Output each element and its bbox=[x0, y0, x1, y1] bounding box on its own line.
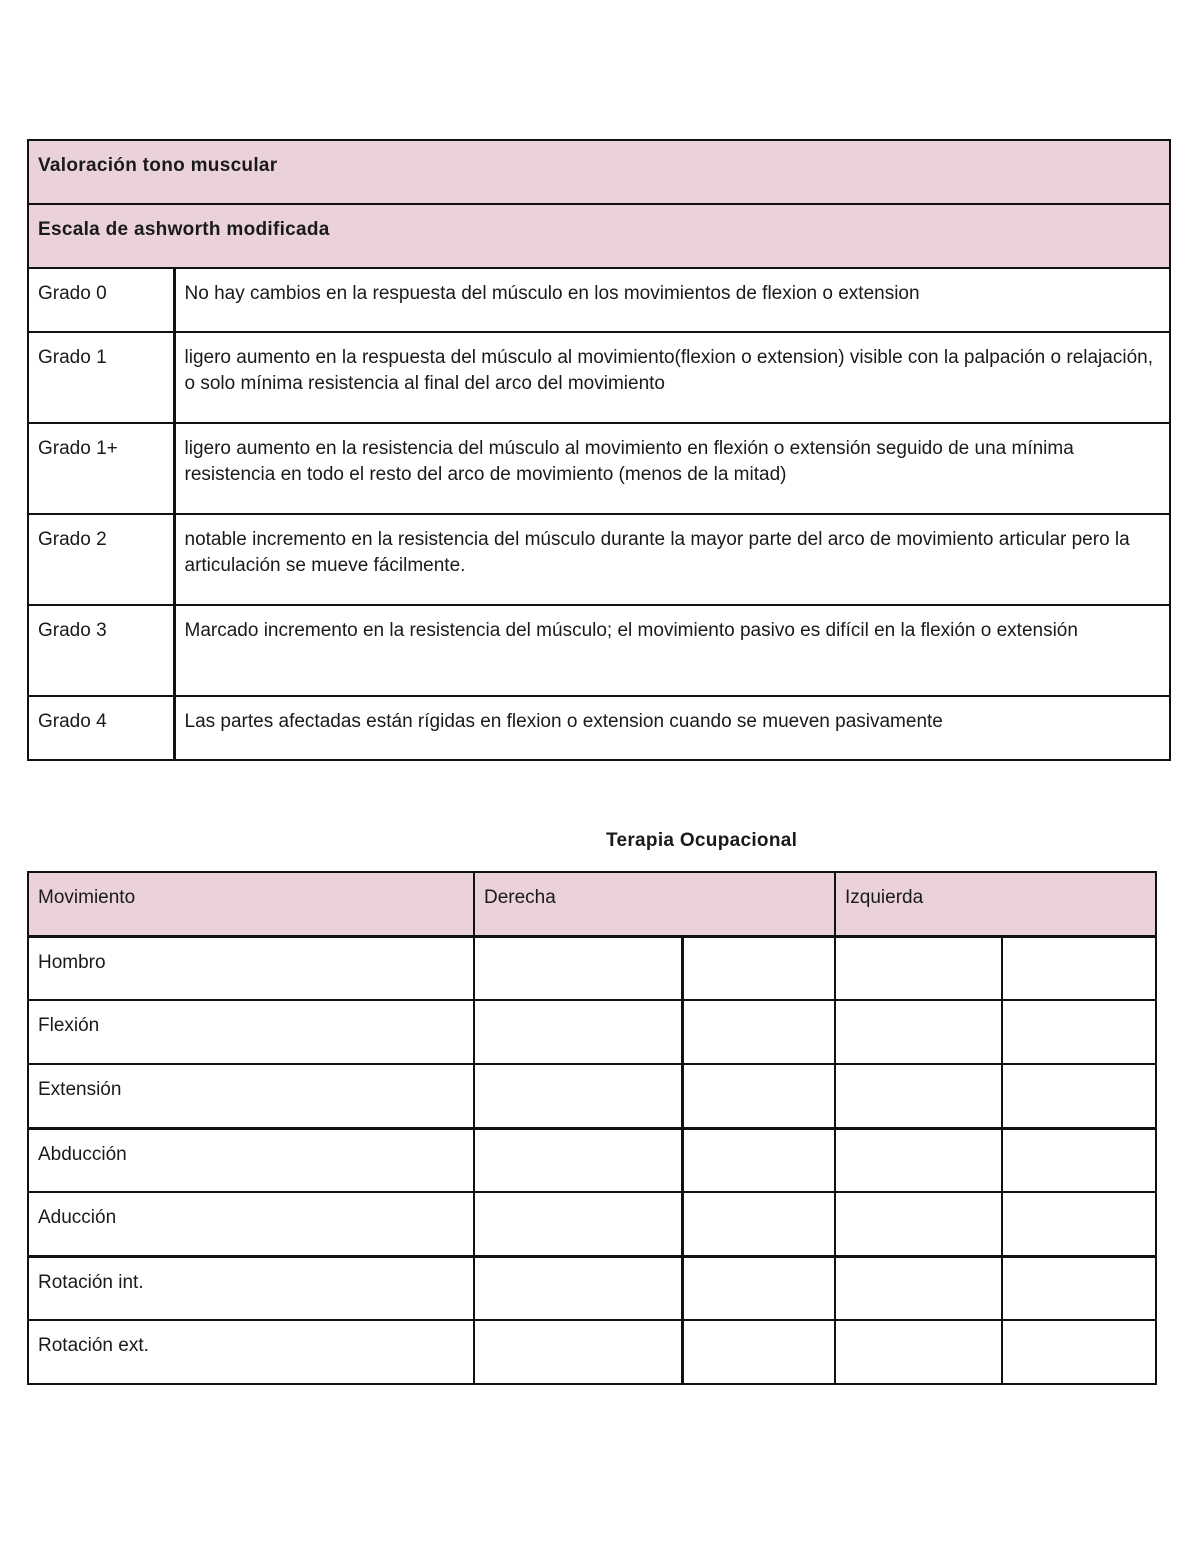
right-cell-1[interactable] bbox=[474, 1064, 682, 1128]
movement-label: Aducción bbox=[28, 1192, 474, 1256]
grade-description: ligero aumento en la resistencia del músculo al movimiento en flexión o extensión seguido de una mínima resistencia en todo el resto del arco de movimiento (menos de la mitad) bbox=[174, 423, 1170, 514]
left-cell-2[interactable] bbox=[1002, 1064, 1156, 1128]
right-cell-1[interactable] bbox=[474, 1192, 682, 1256]
right-cell-1[interactable] bbox=[474, 936, 682, 1000]
left-cell-1[interactable] bbox=[835, 1192, 1002, 1256]
right-cell-2[interactable] bbox=[682, 936, 835, 1000]
section-title: Terapia Ocupacional bbox=[606, 830, 798, 851]
right-cell-1[interactable] bbox=[474, 1128, 682, 1192]
grade-description: No hay cambios en la respuesta del músculo en los movimientos de flexion o extension bbox=[174, 268, 1170, 332]
table-row bbox=[28, 936, 1156, 1000]
left-cell-1[interactable] bbox=[835, 1064, 1002, 1128]
grade-label: Grado 1 bbox=[28, 332, 174, 423]
table-row bbox=[28, 423, 1170, 514]
table-row bbox=[28, 605, 1170, 696]
header-right: Derecha bbox=[474, 872, 835, 936]
movement-label: Flexión bbox=[28, 1000, 474, 1064]
left-cell-1[interactable] bbox=[835, 1000, 1002, 1064]
grade-label: Grado 3 bbox=[28, 605, 174, 696]
header-left: Izquierda bbox=[835, 872, 1156, 936]
table-row bbox=[28, 1320, 1156, 1384]
grade-label: Grado 1+ bbox=[28, 423, 174, 514]
grade-label: Grado 4 bbox=[28, 696, 174, 760]
left-cell-1[interactable] bbox=[835, 1128, 1002, 1192]
movement-label: Extensión bbox=[28, 1064, 474, 1128]
left-cell-2[interactable] bbox=[1002, 1000, 1156, 1064]
right-cell-2[interactable] bbox=[682, 1000, 835, 1064]
movement-label: Rotación ext. bbox=[28, 1320, 474, 1384]
table-row bbox=[28, 514, 1170, 605]
movement-label: Abducción bbox=[28, 1128, 474, 1192]
table-row bbox=[28, 1128, 1156, 1192]
movement-label: Hombro bbox=[28, 936, 474, 1000]
left-cell-2[interactable] bbox=[1002, 1256, 1156, 1320]
ashworth-scale-table bbox=[27, 139, 1171, 761]
occupational-therapy-table bbox=[27, 871, 1157, 1385]
table-row bbox=[28, 332, 1170, 423]
left-cell-2[interactable] bbox=[1002, 1320, 1156, 1384]
table-row bbox=[28, 696, 1170, 760]
left-cell-2[interactable] bbox=[1002, 936, 1156, 1000]
right-cell-1[interactable] bbox=[474, 1000, 682, 1064]
table-subtitle: Escala de ashworth modificada bbox=[28, 204, 1170, 268]
table-row bbox=[28, 1000, 1156, 1064]
table-row bbox=[28, 1064, 1156, 1128]
table-row bbox=[28, 268, 1170, 332]
grade-label: Grado 0 bbox=[28, 268, 174, 332]
right-cell-1[interactable] bbox=[474, 1320, 682, 1384]
grade-description: notable incremento en la resistencia del músculo durante la mayor parte del arco de movimiento articular pero la articulación se mueve fácilmente. bbox=[174, 514, 1170, 605]
right-cell-2[interactable] bbox=[682, 1064, 835, 1128]
right-cell-2[interactable] bbox=[682, 1320, 835, 1384]
left-cell-2[interactable] bbox=[1002, 1192, 1156, 1256]
movement-label: Rotación int. bbox=[28, 1256, 474, 1320]
grade-description: ligero aumento en la respuesta del músculo al movimiento(flexion o extension) visible con la palpación o relajación, o solo mínima resistencia al final del arco del movimiento bbox=[174, 332, 1170, 423]
right-cell-2[interactable] bbox=[682, 1128, 835, 1192]
grade-description: Marcado incremento en la resistencia del músculo; el movimiento pasivo es difícil en la flexión o extensión bbox=[174, 605, 1170, 696]
left-cell-1[interactable] bbox=[835, 936, 1002, 1000]
table-title: Valoración tono muscular bbox=[28, 140, 1170, 204]
left-cell-2[interactable] bbox=[1002, 1128, 1156, 1192]
left-cell-1[interactable] bbox=[835, 1320, 1002, 1384]
table-row bbox=[28, 1192, 1156, 1256]
header-movement: Movimiento bbox=[28, 872, 474, 936]
left-cell-1[interactable] bbox=[835, 1256, 1002, 1320]
table-row bbox=[28, 1256, 1156, 1320]
right-cell-2[interactable] bbox=[682, 1256, 835, 1320]
right-cell-2[interactable] bbox=[682, 1192, 835, 1256]
grade-label: Grado 2 bbox=[28, 514, 174, 605]
grade-description: Las partes afectadas están rígidas en flexion o extension cuando se mueven pasivamente bbox=[174, 696, 1170, 760]
right-cell-1[interactable] bbox=[474, 1256, 682, 1320]
